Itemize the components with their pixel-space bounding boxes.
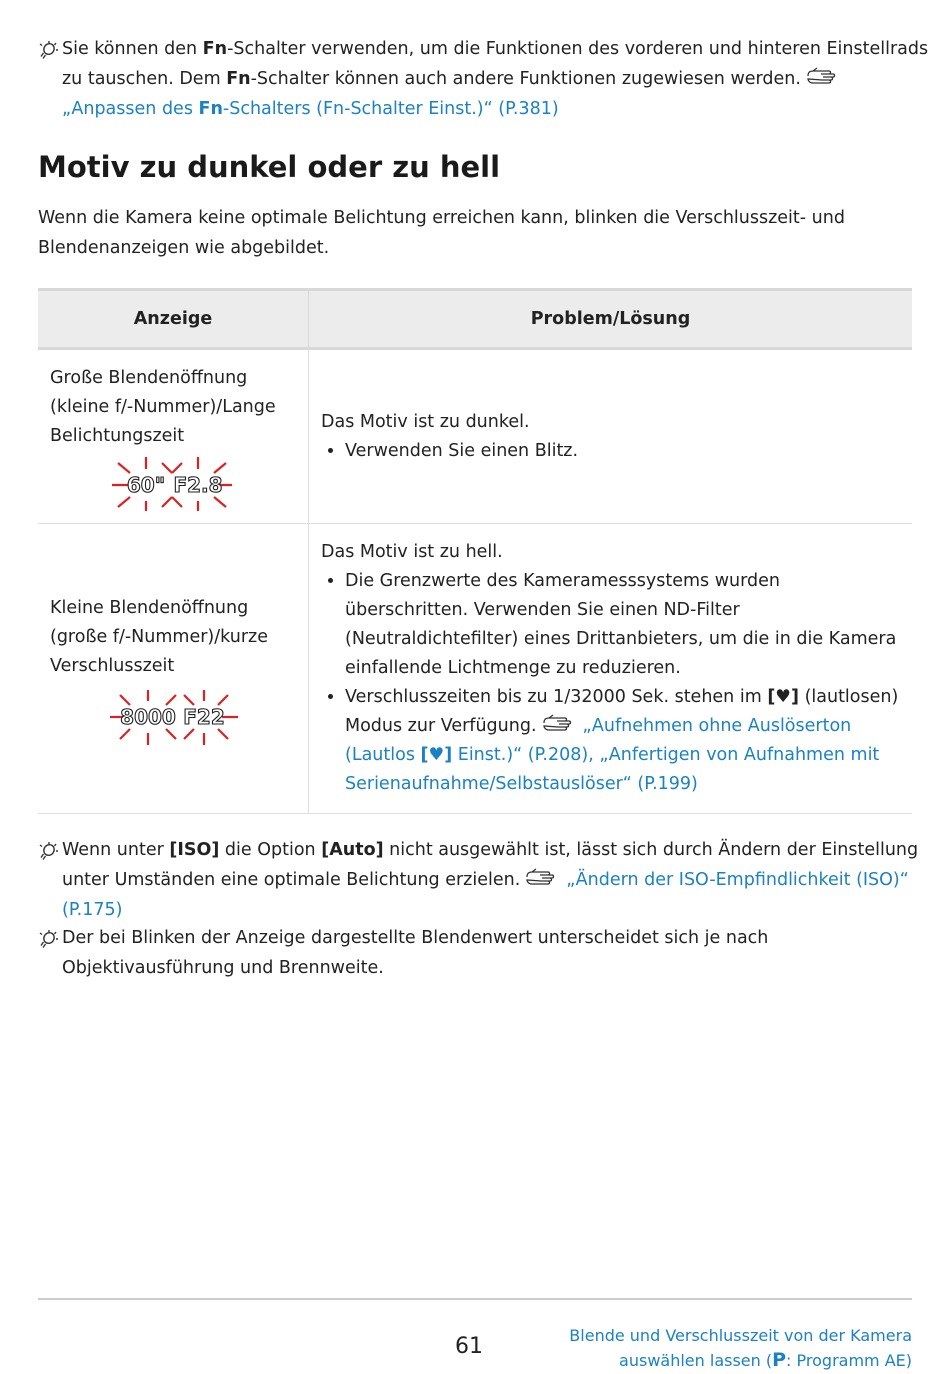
list-item: • Verschlusszeiten bis zu 1/32000 Sek. stehen im [♥] (lautlosen) Modus zur Verfügung. „Aufnehmen ohne Auslöserton (Lautlos [♥] Einst.)“ (P.208), „Anfertigen von Aufnahmen mit Serienaufnahme/Selbstauslöser“ (P.199) xyxy=(345,683,900,799)
link-silent-shooting[interactable]: „Aufnehmen ohne Auslöserton (Lautlos [♥] Einst.)“ (P.208) xyxy=(345,716,852,765)
table-row xyxy=(38,524,912,814)
tip-iso: Wenn unter [ISO] die Option [Auto] nicht ausgewählt ist, lässt sich durch Ändern der Einstellung unter Umständen eine optimale Belichtung erzielen. „Ändern der ISO-Empfindlichkeit (ISO)“ (P.175) xyxy=(38,835,936,925)
indicator-text: Große Blendenöffnung (kleine f/-Nummer)/Lange Belichtungszeit xyxy=(50,368,276,446)
pointing-hand-icon xyxy=(543,714,579,732)
shutter-speed-display: 60" xyxy=(126,473,166,497)
lightbulb-icon xyxy=(38,929,60,951)
silent-mode-symbol: [♥] xyxy=(767,687,799,707)
page-number: 61 xyxy=(455,1334,483,1359)
solution-cell xyxy=(309,524,913,814)
solution-list xyxy=(321,437,900,466)
aperture-display: F22 xyxy=(183,705,225,729)
indicator-text: Kleine Blendenöffnung (große f/-Nummer)/kurze Verschlusszeit xyxy=(50,598,268,676)
section-heading: Motiv zu dunkel oder zu hell xyxy=(38,150,501,184)
pointing-hand-icon xyxy=(807,67,843,85)
link-sequential-shooting[interactable]: „Anfertigen von Aufnahmen mit Serienaufnahme/Selbstauslöser“ (P.199) xyxy=(345,745,880,794)
indicator-cell xyxy=(38,349,309,524)
intro-paragraph: Wenn die Kamera keine optimale Belichtung erreichen kann, blinken die Verschlusszeit- und Blendenanzeigen wie abgebildet. xyxy=(38,208,845,258)
blinking-display-dark xyxy=(110,455,234,511)
table-row xyxy=(38,349,912,524)
header-problem-solution: Problem/Lösung xyxy=(309,290,913,349)
solution-cell xyxy=(309,349,913,524)
link-iso-sensitivity[interactable]: „Ändern der ISO-Empfindlichkeit (ISO)“ (P.175) xyxy=(62,870,909,920)
indicator-cell xyxy=(38,524,309,814)
exposure-table xyxy=(38,288,912,814)
blinking-display-bright xyxy=(108,689,240,745)
footer-section-link[interactable]: Blende und Verschlusszeit von der Kamera auswählen lassen (P: Programm AE) xyxy=(569,1326,912,1371)
program-mode-icon: P xyxy=(772,1349,787,1371)
shutter-speed-display: 8000 xyxy=(120,705,176,729)
header-indicator: Anzeige xyxy=(38,290,309,349)
aperture-display: F2.8 xyxy=(173,473,223,497)
link-fn-switch-settings[interactable]: „Anpassen des Fn-Schalters (Fn-Schalter Einst.)“ (P.381) xyxy=(62,99,559,119)
tip-aperture-value: Der bei Blinken der Anzeige dargestellte Blendenwert unterscheidet sich je nach Objektivausführung und Brennweite. xyxy=(38,923,936,983)
solution-list xyxy=(321,567,900,799)
list-item: • Verwenden Sie einen Blitz. xyxy=(345,437,900,466)
lightbulb-icon xyxy=(38,40,60,62)
footer-divider xyxy=(38,1298,912,1300)
pointing-hand-icon xyxy=(526,868,562,886)
lightbulb-icon xyxy=(38,841,60,863)
problem-text: Das Motiv ist zu hell. xyxy=(321,542,503,562)
problem-text: Das Motiv ist zu dunkel. xyxy=(321,411,530,432)
tip-fn-switch: Sie können den Fn-Schalter verwenden, um die Funktionen des vorderen und hinteren Einstellrads zu tauschen. Dem Fn-Schalter können auch andere Funktionen zugewiesen werden.„Anpassen des Fn-Schalters (Fn-Schalter Einst.)“ (P.381) xyxy=(38,34,936,124)
table-header-row xyxy=(38,290,912,349)
list-item: • Die Grenzwerte des Kameramesssystems wurden überschritten. Verwenden Sie einen ND-Filter (Neutraldichtefilter) eines Drittanbieters, um die in die Kamera einfallende Lichtmenge zu reduzieren. xyxy=(345,567,900,683)
